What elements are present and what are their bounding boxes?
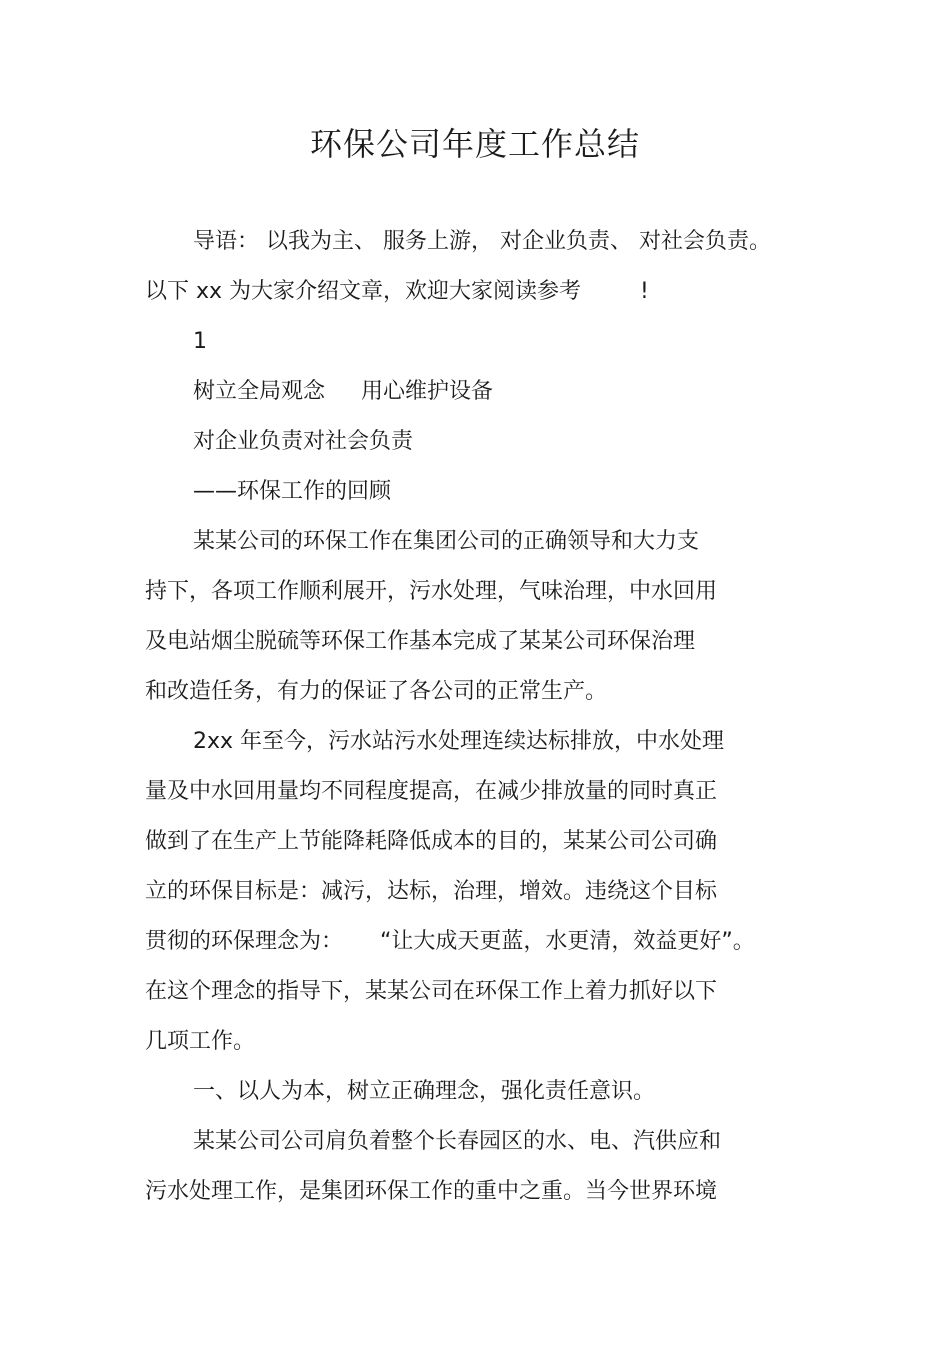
heading-part-2: 用心维护设备 [361, 379, 494, 404]
para-2-line-2: 量及中水回用量均不同程度提高，在减少排放量的同时真正 [145, 779, 718, 804]
para-3-line-1: 某某公司公司肩负着整个长春园区的水、电、汽供应和 [193, 1129, 722, 1154]
para-3-line-2: 污水处理工作，是集团环保工作的重中之重。当今世界环境 [145, 1179, 718, 1204]
para-1-line-3: 及电站烟尘脱硫等环保工作基本完成了某某公司环保治理 [145, 629, 696, 654]
para-2-line-4: 立的环保目标是：减污，达标，治理，增效。违绕这个目标 [145, 879, 718, 904]
para-2-line-6: 在这个理念的指导下，某某公司在环保工作上着力抓好以下 [145, 979, 718, 1004]
para-2-line-5b: “让大成天更蓝，水更清，效益更好”。 [380, 929, 755, 954]
intro-exclamation: ! [640, 279, 649, 304]
para-2-line-5a: 贯彻的环保理念为： [145, 929, 344, 954]
section-number: 1 [193, 329, 207, 354]
intro-line-1: 导语： 以我为主、 服务上游， 对企业负责、 对社会负责。 [193, 229, 771, 254]
heading-line-2: 对企业负责对社会负责 [193, 429, 414, 454]
para-1-line-2: 持下，各项工作顺利展开，污水处理，气味治理，中水回用 [145, 579, 718, 604]
para-2-line-7: 几项工作。 [145, 1029, 256, 1054]
document-title: 环保公司年度工作总结 [309, 125, 640, 163]
para-1-line-1: 某某公司的环保工作在集团公司的正确领导和大力支 [193, 529, 700, 554]
section-heading-1: 一、以人为本，树立正确理念，强化责任意识。 [193, 1079, 656, 1104]
intro-line-2: 以下 xx 为大家介绍文章，欢迎大家阅读参考 [145, 279, 582, 304]
heading-part-1: 树立全局观念 [193, 379, 326, 404]
para-2-line-1: 2xx 年至今，污水站污水处理连续达标排放，中水处理 [193, 729, 725, 754]
heading-subtitle: ——环保工作的回顾 [193, 479, 392, 504]
para-1-line-4: 和改造任务，有力的保证了各公司的正常生产。 [145, 679, 608, 704]
para-2-line-3: 做到了在生产上节能降耗降低成本的目的，某某公司公司确 [145, 829, 718, 854]
